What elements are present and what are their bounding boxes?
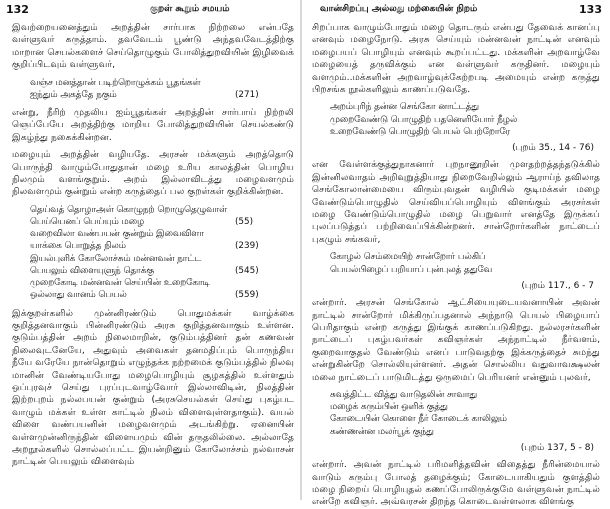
verse-line: அறம்புரிந் தன்ன செங்கோ னாட்டத்து: [330, 102, 479, 113]
paragraph: என்றார். அவன் நாட்டில் பரிமளித்தவின் விதைத்து நீரின்மையால் வாடும் கரும்பு போலத் தழைக்கும்; கோடையாகியதும் குளத்தில் மழை நிறைய் பொழியுதல் கணப்போலிருக்குமே வள்ளுவன் நாட்டில் என்றே கவிஞர். அவ்வரசன் திறந்த கொடைவள்ளலாக விளங்கு: [312, 459, 600, 508]
right-page-body: [302, 22, 610, 509]
verse-line: கோழல் செம்மையிற் சான்றோர் பல்கிப்: [330, 252, 486, 263]
right-page-header: [302, 0, 610, 22]
verse-line: முறைவேண்டு பொழுதிற் பதனெளியோர் நீழல்: [330, 114, 518, 125]
paragraph: மழையும் அறத்தின் வழியதே. அரசன் மக்களும் அறத்தொடு பொருந்தி வாழும்போதுதான் மழை உரிய காலத்தின் பொழிய நிலமும் வளங்குறும். அறம் இல்லாவிடத்து மழைவளமும் நிலவளமும் குன்றும் என்ற கருத்தைப் பல குறள்கள் குறிக்கின்றன.: [12, 149, 294, 198]
verse-block: [330, 389, 600, 438]
running-head-right: வான்சிறப்பு அல்லது மற்கையின் நிறம்: [320, 4, 478, 14]
verse-line: வறைவிலா வண்பயன் குன்றும் இவைவிளா: [30, 229, 204, 240]
verse-line: சுவத்திட்ட வித்து வாடுதலின் சாவாது: [330, 389, 478, 400]
verse-block: [30, 77, 294, 101]
paragraph: இவற்றையனைத்தும் அறத்தின் சார்பாக நிற்றலை என்பதே வள்ளுவர் கருத்தாம். தவவேடம் பூண்டு அந்தவவேடத்திற்கு மாறான செயல்களைச் செய்தொழுகும் போலித்துறவியின் இழிவைக் குறிப்பிடவும் வள்ளுவர்,: [12, 22, 294, 71]
verse-line: தெய்வத் தொழாஅள் கொழுநற் றொழுதெழுவாள்: [30, 204, 228, 215]
verse-block: [330, 251, 600, 275]
running-head-left: குறள் கூறும் சமயம்: [150, 4, 230, 14]
verse-block: [30, 204, 294, 302]
right-page: [302, 0, 610, 508]
paragraph: இக்குறள்களில் முன்னிரண்டும் பொதுமக்கள் வாழ்க்கை குறித்தனவாகும் பின்னிரண்டும் அரசு குறித்தனவாகும் உள்ளன. குடும்பத்தின் அறம் நிலைமாறின், குடும்பத்தினர் தன் கணவன் நிலைவுடனேயே, அதுவும் அவைகள் தனமதிப்பும் பொருந்திய நீயே வரேயே நான்தொறும் எழுந்தக்க நற்றமைக் குடும்பத்தில் நிலவு மானின் வேண்டியபோது மழைபொழியும் சூழகத்தில் உள்ளதும் ஒப்புரவுச் செய்து புரப்புடவாழ்வோர் இல்லாவிடின், நிலத்தின் இற்றபுறம் நல்லபயன் குன்றும் (அரசுசெயல்கள் செய்து புகழ்பட வாழும் மக்கள் உள்ள காட்டில் நிலம் விளைவுள்ளதாகும்). வயல் விளை வண்பயனின் மழைவளமும் அடங்கிற்று. ஏனையின் வள்ளமுன்னிருந்தின் விளையமும் வின் தருதலில்லை. அல்லாதே அறநூல்களில் சொல்லப்பட்ட இயன்றினும் கோலோச்சம் நல்வாசன் நாட்டின் பெயலும் விளைவும்: [12, 307, 294, 468]
paragraph: சிறப்பாக வாழும்போதும் மழை தொடரும் என்பது தேவைக் கானப்பு எனவும் மழைநோடு. அரசு செய்யும் மன்னவன் நாட்டின் எனவும் மழைபயப் பொழியும் எனவும் கூறப்பட்டது. மக்களின் அறவாழ்வே மழையைத் தருவிக்கும் என வள்ளுவர் கருதினர். மழையும் வளமும்..மக்களின் அறவாழ்வுக்கேற்றபடி அமையும் என்ற கருத்து பிறசங்க நூல்களிலும் காணப்படுவதே.: [312, 22, 600, 96]
verse-line: மழைக் கரும்பின் ஒளிக் குத்து: [330, 402, 448, 413]
verse-citation: (புறம் 117., 6 - 7: [521, 280, 594, 291]
verse-citation: (புறம் 137, 5 - 8): [520, 442, 594, 453]
paragraph: என்று, நீரிற் முதலிய ஐம்பூதங்கள் அறத்தின் சார்பாய் நிற்றலி ஞெப்பேயே அறத்திற்கு மாறிய போலித்துறவியின் செயல்கண்டு இகழ்ந்து நகைக்கின்றன.: [12, 107, 294, 143]
page-number-left: 132: [6, 3, 29, 16]
verse-line: இயல்புளிக் கோலோச்சும் மன்னவன் நாட்ட: [30, 253, 202, 264]
paragraph: என வேள்ளக்குத்துநாகனார் புறநானூறின் முளதற்றத்தந்தடுக்கில் இன்னிலவாதம் அறிவுறுத்தியாது நிறைவேறில்லும் ஆராய்ந் தவிலாத செங்கோலான்மையை விரும்புவதன் வழியில் குடிமக்கள் மழை வேண்டும்பொழுதில் செய்வியப்பொழியும் விளங்கும் அரசர்கள் மழை வேண்டும்பொழுதில் மழை பெறுவார் எனத்தே இருக்கப் புலப்படுத்தப் பற்றிவைப்பிக்கின்றனர். சான்றோர்களின் நாட்டைப் புகழும் சங்கவர்,: [312, 159, 600, 245]
verse-line: ஐந்தும் அகத்தே நகும் (271): [30, 89, 259, 100]
left-page-header: [0, 0, 300, 22]
verse-line: யாக்கை பொறுத்த நிலம் (239): [30, 241, 259, 252]
verse-reference: (271): [235, 89, 259, 100]
verse-line: வஞ்ச மனத்தான் படிற்றொழுக்கம் பூதங்கள்: [30, 77, 201, 88]
verse-line: முறைகோடி மன்னவன் செய்யின் உறைகோடி: [30, 278, 210, 289]
verse-line: பெயல்பிழைப் பறியாப் புன்புலத் ததுவே: [330, 264, 493, 275]
verse-line: உறைவேண்டு பொழுதிற் பெயல் பெற்றோரே: [330, 126, 511, 137]
verse-line: கோடையின் கொளை நீர் கோடைக் காலிலும்: [330, 414, 507, 425]
verse-line: பெய்யெனப் பெய்யும் மழை (55): [30, 217, 254, 228]
verse-line: ஒல்லாது வானம் பெயல் (559): [30, 290, 259, 301]
verse-line: கண்ணன்ன மலர்பூக் குந்து: [330, 426, 434, 437]
page-number-right: 133: [579, 3, 602, 16]
paragraph: என்றார். அரசன் செங்கோல் ஆட்சியையுடையவனாயின் அவன் நாட்டில் சான்றோர் மிக்கிருப்பதனால் அந்நாடு பெயல் பிழையாப் பெரிதாகும் என்ற கருத்து இங்குக் காணப்படுகிறது. நல்லரசர்களின் நாட்டைப் புகழ்பவர்கள் கவிஞர்கள் அந்நாட்டில் நீர்வளம், குறைவாகுதல் வேண்டும் எனப் பாடுவதற்கு இக்கருத்தைச் சுமந்து என்றுகின்றே சொல்லியுள்ளனர். அதன் சொல்லிய வதுவாவக்ஷலன் மலை நாட்டைப் பாடுமிடத்து ஒருமைப் பெரியனர் என்னும் புலவர்,: [312, 297, 600, 383]
verse-reference: (239): [235, 241, 259, 252]
left-page-body: [0, 22, 300, 469]
left-page: [0, 0, 300, 500]
verse-block: [330, 101, 600, 138]
verse-reference: (545): [235, 265, 259, 276]
verse-reference: (55): [235, 217, 254, 228]
verse-line: பெயலும் விளையுளுந் தொக்கு (545): [30, 265, 259, 276]
verse-citation: (புறம் 35., 14 - 76): [512, 143, 594, 154]
verse-reference: (559): [235, 290, 259, 301]
